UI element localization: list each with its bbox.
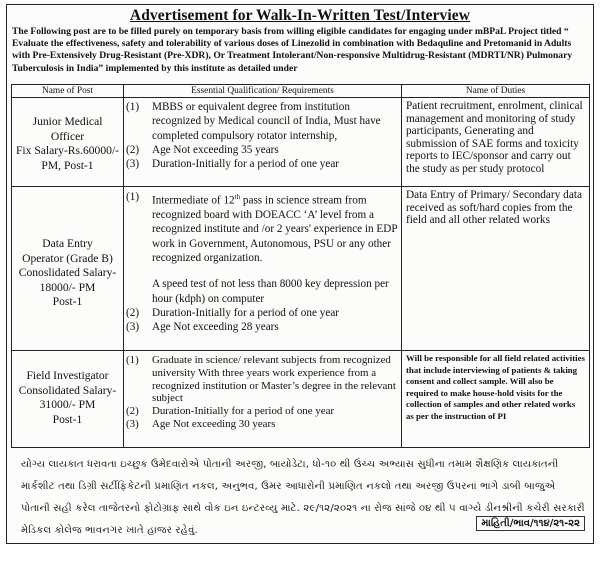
table-row: [12, 187, 590, 351]
post-line: Conoslidated Salary-: [18, 266, 117, 280]
post-line: Operator (Grade B): [22, 251, 113, 265]
gujarati-instructions: યોગ્ય લાયકાત ધરાવતા ઇચ્છુક ઉમેદવારોએ પોતાની અરજી, બાયોડેટા, ધો-૧૦ થી ઉચ્ચ અભ્યાસ સુધીના તમામ શૈક્ષણિક લાયકાતની માર્કશીટ તથા ડિગ્રી સર્ટીફિકેટની પ્રમાણિત નકલ, અનુભવ, ઉમર આધારોની પ્રમાણિત નકલો તથા અરજી ઉપરનાં ભાગે ડાબી બાજુએ પોતાની સહી કરેલ તાજેતરનો ફોટોગ્રાફ સાથે વોક ઇન ઇન્ટરવ્યુ માટે. ૨૯/૧૨/૨૦૨૧ ના રોજ સાંજે ૦૪ થી ૫ વાગ્યે ડીનશ્રીની કચેરી સરકારી મેડિકલ કોલેજ ભાવનગર ખાતે હાજર રહેવું.: [21, 459, 585, 536]
posts-table: [11, 84, 590, 448]
header-name-of-post: Name of Post: [12, 85, 124, 98]
post-cell: [12, 187, 124, 351]
qualification-cell: [124, 351, 402, 448]
post-line: 31000/- PM: [39, 398, 96, 412]
page-title: Advertisement for Walk-In-Written Test/Interview: [129, 7, 471, 24]
qualification-item: (3) Age Not exceeding 28 years: [126, 321, 279, 334]
duties-text: Patient recruitment, enrolment, clinical management and monitoring of study participants, Generating and submission of SAE forms and toxicity reports to IEC/sponsor and carry out the study as per study protocol: [406, 100, 583, 175]
intro-paragraph: The Following post are to be filled purely on temporary basis from willing eligible candidates for engaging under mBPaL Project titled “ Evaluate the effectiveness, safety and tolerability of various doses of Linezolid in combination with Bedaquline and Pretomanid in Adults with Pre-Extensively Drug-Resistant (Pre-XDR), Or Treatment Intolerant/Non-responsive Multidrug-Resistant (MDRTI/NR) Pulmonary Tuberculosis in India” implemented by this institute as detailed under: [12, 26, 573, 74]
post-line: Post-1: [52, 412, 83, 426]
qualification-cell: [124, 98, 402, 187]
post-cell: [12, 351, 124, 448]
post-line: Officer: [50, 129, 85, 143]
post-line: PM, Post-1: [41, 158, 94, 172]
qualification-item: (1) MBBS or equivalent degree from institution recognized by Medical council of India, Must have completed compulsory rotator internship,: [126, 101, 381, 142]
duties-cell: [402, 187, 590, 351]
post-cell: [12, 98, 124, 187]
post-line: Consolidated Salary-: [18, 383, 117, 397]
table-row: [12, 98, 590, 187]
qualification-item: A speed test of not less than 8000 key depression per hour (kdph) on computer: [152, 278, 389, 305]
post-line: Field Investigator: [26, 369, 109, 382]
table-row: [12, 351, 590, 448]
qualification-item: (1) Graduate in science/ relevant subjects from recognized university With three years work experience from a recognized institution or Master’s degree in the relevant subject: [126, 354, 396, 405]
table-header-row: [12, 85, 590, 98]
post-line: Fix Salary-Rs.60000/-: [15, 144, 120, 158]
qualification-item: (2) Duration-Initially for a period of one year: [126, 306, 340, 319]
qualification-cell: [124, 187, 402, 351]
qualification-item: (1) Intermediate of 12th pass in science stream from recognized board with DOEACC ‘A’ level from a recognized institute and /or 2 years' experience in EDP work in Government, Autonomous, PSU or any other recognized organization.: [126, 191, 398, 264]
advertisement-page: [6, 4, 594, 544]
reference-number: માહિતી/ભાવ/૧૧૪/૨૧-૨૨: [476, 516, 585, 531]
post-line: Data Entry: [42, 237, 93, 250]
qualification-item: (3) Duration-Initially for a period of one year: [126, 158, 340, 171]
post-line: Post-1: [52, 295, 83, 309]
post-line: Junior Medical: [32, 115, 103, 128]
header-duties: Name of Duties: [402, 85, 590, 98]
duties-text: Will be responsible for all field related activities that include interviewing of patients & taking consent and collect sample. Will also be required to make house-hold visits for the collection of samples and other related works as per the instruction of PI: [406, 353, 585, 421]
qualification-item: (2) Age Not exceeding 35 years: [126, 143, 279, 156]
qualification-item: (2) Duration-Initially for a period of one year: [126, 405, 335, 418]
post-line: 18000/- PM: [39, 280, 96, 294]
duties-cell: [402, 351, 590, 448]
duties-text: Data Entry of Primary/ Secondary data received as soft/hard copies from the field and all other related works: [406, 189, 582, 227]
qualification-item: (3) Age Not exceeding 30 years: [126, 417, 276, 430]
header-qualification: Essential Qualification/ Requirements: [124, 85, 402, 98]
duties-cell: [402, 98, 590, 187]
